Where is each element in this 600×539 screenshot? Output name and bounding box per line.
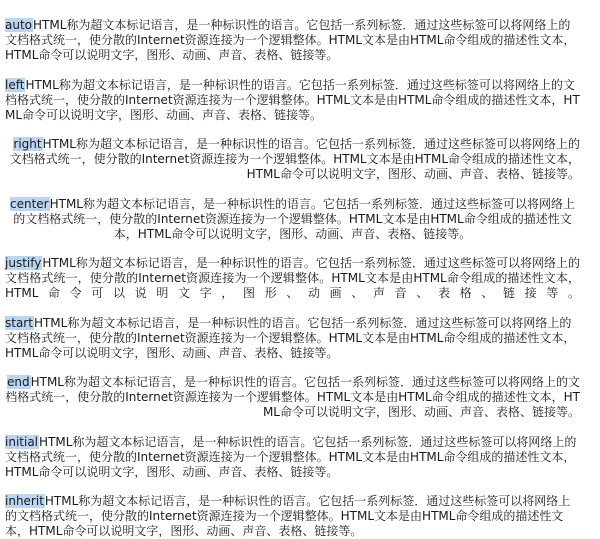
paragraph-text: HTML称为超文本标记语言，是一种标识性的语言。它包括一系列标签．通过这些标签可以将网络上的文档格式统一，使分散的Internet资源连接为一个逻辑整体。HTML文本是由HTML命令组成的描述性文本，HTML命令可以说明文字，图形、动画、声音、表格、链接等。 — [5, 18, 576, 62]
paragraph-text: HTML称为超文本标记语言，是一种标识性的语言。它包括一系列标签．通过这些标签可以将网络上的文档格式统一，使分散的Internet资源连接为一个逻辑整体。HTML文本是由HTML命令组成的描述性文本，HTML命令可以说明文字，图形、动画、声音、表格、链接等。 — [9, 137, 580, 181]
keyword-highlight: right — [13, 137, 42, 151]
paragraph-start — [5, 316, 580, 361]
keyword-highlight: initial — [5, 434, 38, 449]
paragraph-left — [5, 78, 580, 123]
paragraph-text: HTML称为超文本标记语言，是一种标识性的语言。它包括一系列标签．通过这些标签可以将网络上的文档格式统一，使分散的Internet资源连接为一个逻辑整体。HTML文本是由HTML命令组成的描述性文本，HTML命令可以说明文字，图形、动画、声音、表格、链接等。 — [5, 77, 580, 122]
paragraph-text: HTML称为超文本标记语言，是一种标识性的语言。它包括一系列标签．通过这些标签可以将网络上的文档格式统一，使分散的Internet资源连接为一个逻辑整体。HTML文本是由HTML命令组成的描述性文本，HTML命令可以说明文字，图形、动画、声音、表格、链接等。 — [5, 256, 580, 300]
keyword-highlight: end — [6, 375, 30, 389]
paragraph-inherit — [5, 494, 580, 539]
paragraph-text: HTML称为超文本标记语言，是一种标识性的语言。它包括一系列标签．通过这些标签可以将网络上的文档格式统一，使分散的Internet资源连接为一个逻辑整体。HTML文本是由HTML命令组成的描述性文本，HTML命令可以说明文字，图形、动画、声音、表格、链接等。 — [5, 315, 576, 360]
paragraph-text: HTML称为超文本标记语言，是一种标识性的语言。它包括一系列标签．通过这些标签可以将网络上的文档格式统一，使分散的Internet资源连接为一个逻辑整体。HTML文本是由HTML命令组成的描述性文本，HTML命令可以说明文字，图形、动画、声音、表格、链接等。 — [5, 375, 580, 419]
keyword-highlight: left — [5, 77, 25, 92]
keyword-highlight: center — [9, 196, 49, 211]
paragraph-text: HTML称为超文本标记语言，是一种标识性的语言。它包括一系列标签．通过这些标签可以将网络上的文档格式统一，使分散的Internet资源连接为一个逻辑整体。HTML文本是由HTML命令组成的描述性文本，HTML命令可以说明文字，图形、动画、声音、表格、链接等。 — [5, 434, 577, 479]
paragraph-initial — [5, 435, 580, 480]
paragraph-right — [5, 137, 580, 182]
paragraph-text: HTML称为超文本标记语言，是一种标识性的语言。它包括一系列标签．通过这些标签可以将网络上的文档格式统一，使分散的Internet资源连接为一个逻辑整体。HTML文本是由HTML命令组成的描述性文本，HTML命令可以说明文字，图形、动画、声音、表格、链接等。 — [13, 196, 575, 241]
keyword-highlight: inherit — [5, 494, 44, 508]
keyword-highlight: start — [5, 315, 33, 330]
paragraph-justify — [5, 256, 580, 301]
keyword-highlight: justify — [5, 256, 42, 270]
paragraph-text: HTML称为超文本标记语言，是一种标识性的语言。它包括一系列标签．通过这些标签可以将网络上的文档格式统一，使分散的Internet资源连接为一个逻辑整体。HTML文本是由HTML命令组成的描述性文本，HTML命令可以说明文字，图形、动画、声音、表格、链接等。 — [5, 494, 571, 538]
paragraph-center — [5, 197, 580, 242]
paragraph-auto — [5, 18, 580, 63]
paragraph-end — [5, 375, 580, 420]
keyword-highlight: auto — [5, 18, 33, 32]
